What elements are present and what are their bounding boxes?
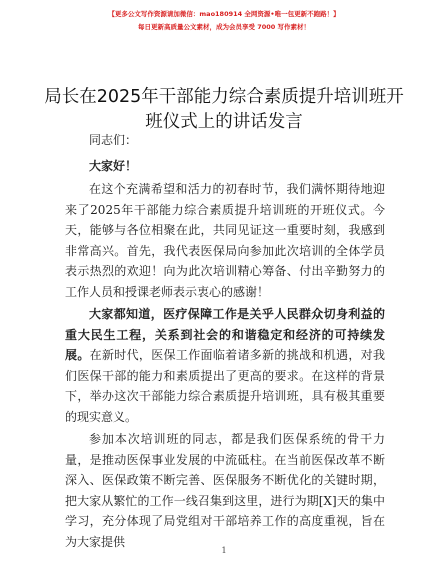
promo-banner	[0, 8, 448, 33]
promo-banner-line-1: 【更多公文写作资源请加微信：mao180914 全网资源•唯一包更新不跑路！】	[108, 10, 340, 18]
document-body	[65, 130, 385, 554]
salutation: 同志们：	[89, 133, 138, 147]
greeting: 大家好！	[89, 158, 138, 173]
paragraph-2-text: 在新时代，医保工作面临着诸多新的挑战和机遇，对我们医保干部的能力和素质提出了更高的要求。在这样的背景下，举办这次干部能力综合素质提升培训班，具有极其重要的现实意义。	[65, 348, 385, 424]
paragraph-3: 参加本次培训班的同志，都是我们医保系统的骨干力量，是推动医保事业发展的中流砥柱。在当前医保改革不断深入、医保政策不断完善、医保服务不断优化的关键时期，把大家从繁忙的工作一线召集到这里，进行为期[X]天的集中学习，充分体现了局党组对干部培养工作的高度重视，旨在为大家提供	[65, 432, 385, 549]
document-title: 局长在2025年干部能力综合素质提升培训班开班仪式上的讲话发言	[44, 87, 404, 132]
paragraph-2-emphasis: 大家都知道，医疗保障工作是关乎人民群众切身利益的重大民生工程，关系到社会的和谐稳定和经济的可持续发展。	[65, 307, 385, 362]
paragraph-1: 在这个充满希望和活力的初春时节，我们满怀期待地迎来了2025年干部能力综合素质提升培训班的开班仪式。今天，能够与各位相聚在此，共同见证这一重要时刻，我感到非常高兴。首先，我代表医保局向参加此次培训的全体学员表示热烈的欢迎！向为此次培训精心筹备、付出辛勤努力的工作人员和授课老师表示衷心的感谢！	[65, 182, 385, 299]
page-number: 1	[221, 546, 227, 555]
promo-banner-line-2: 每日更新高质量公文素材，成为会员享受 7000 写作素材！	[137, 23, 311, 31]
paragraph-2	[65, 304, 385, 427]
